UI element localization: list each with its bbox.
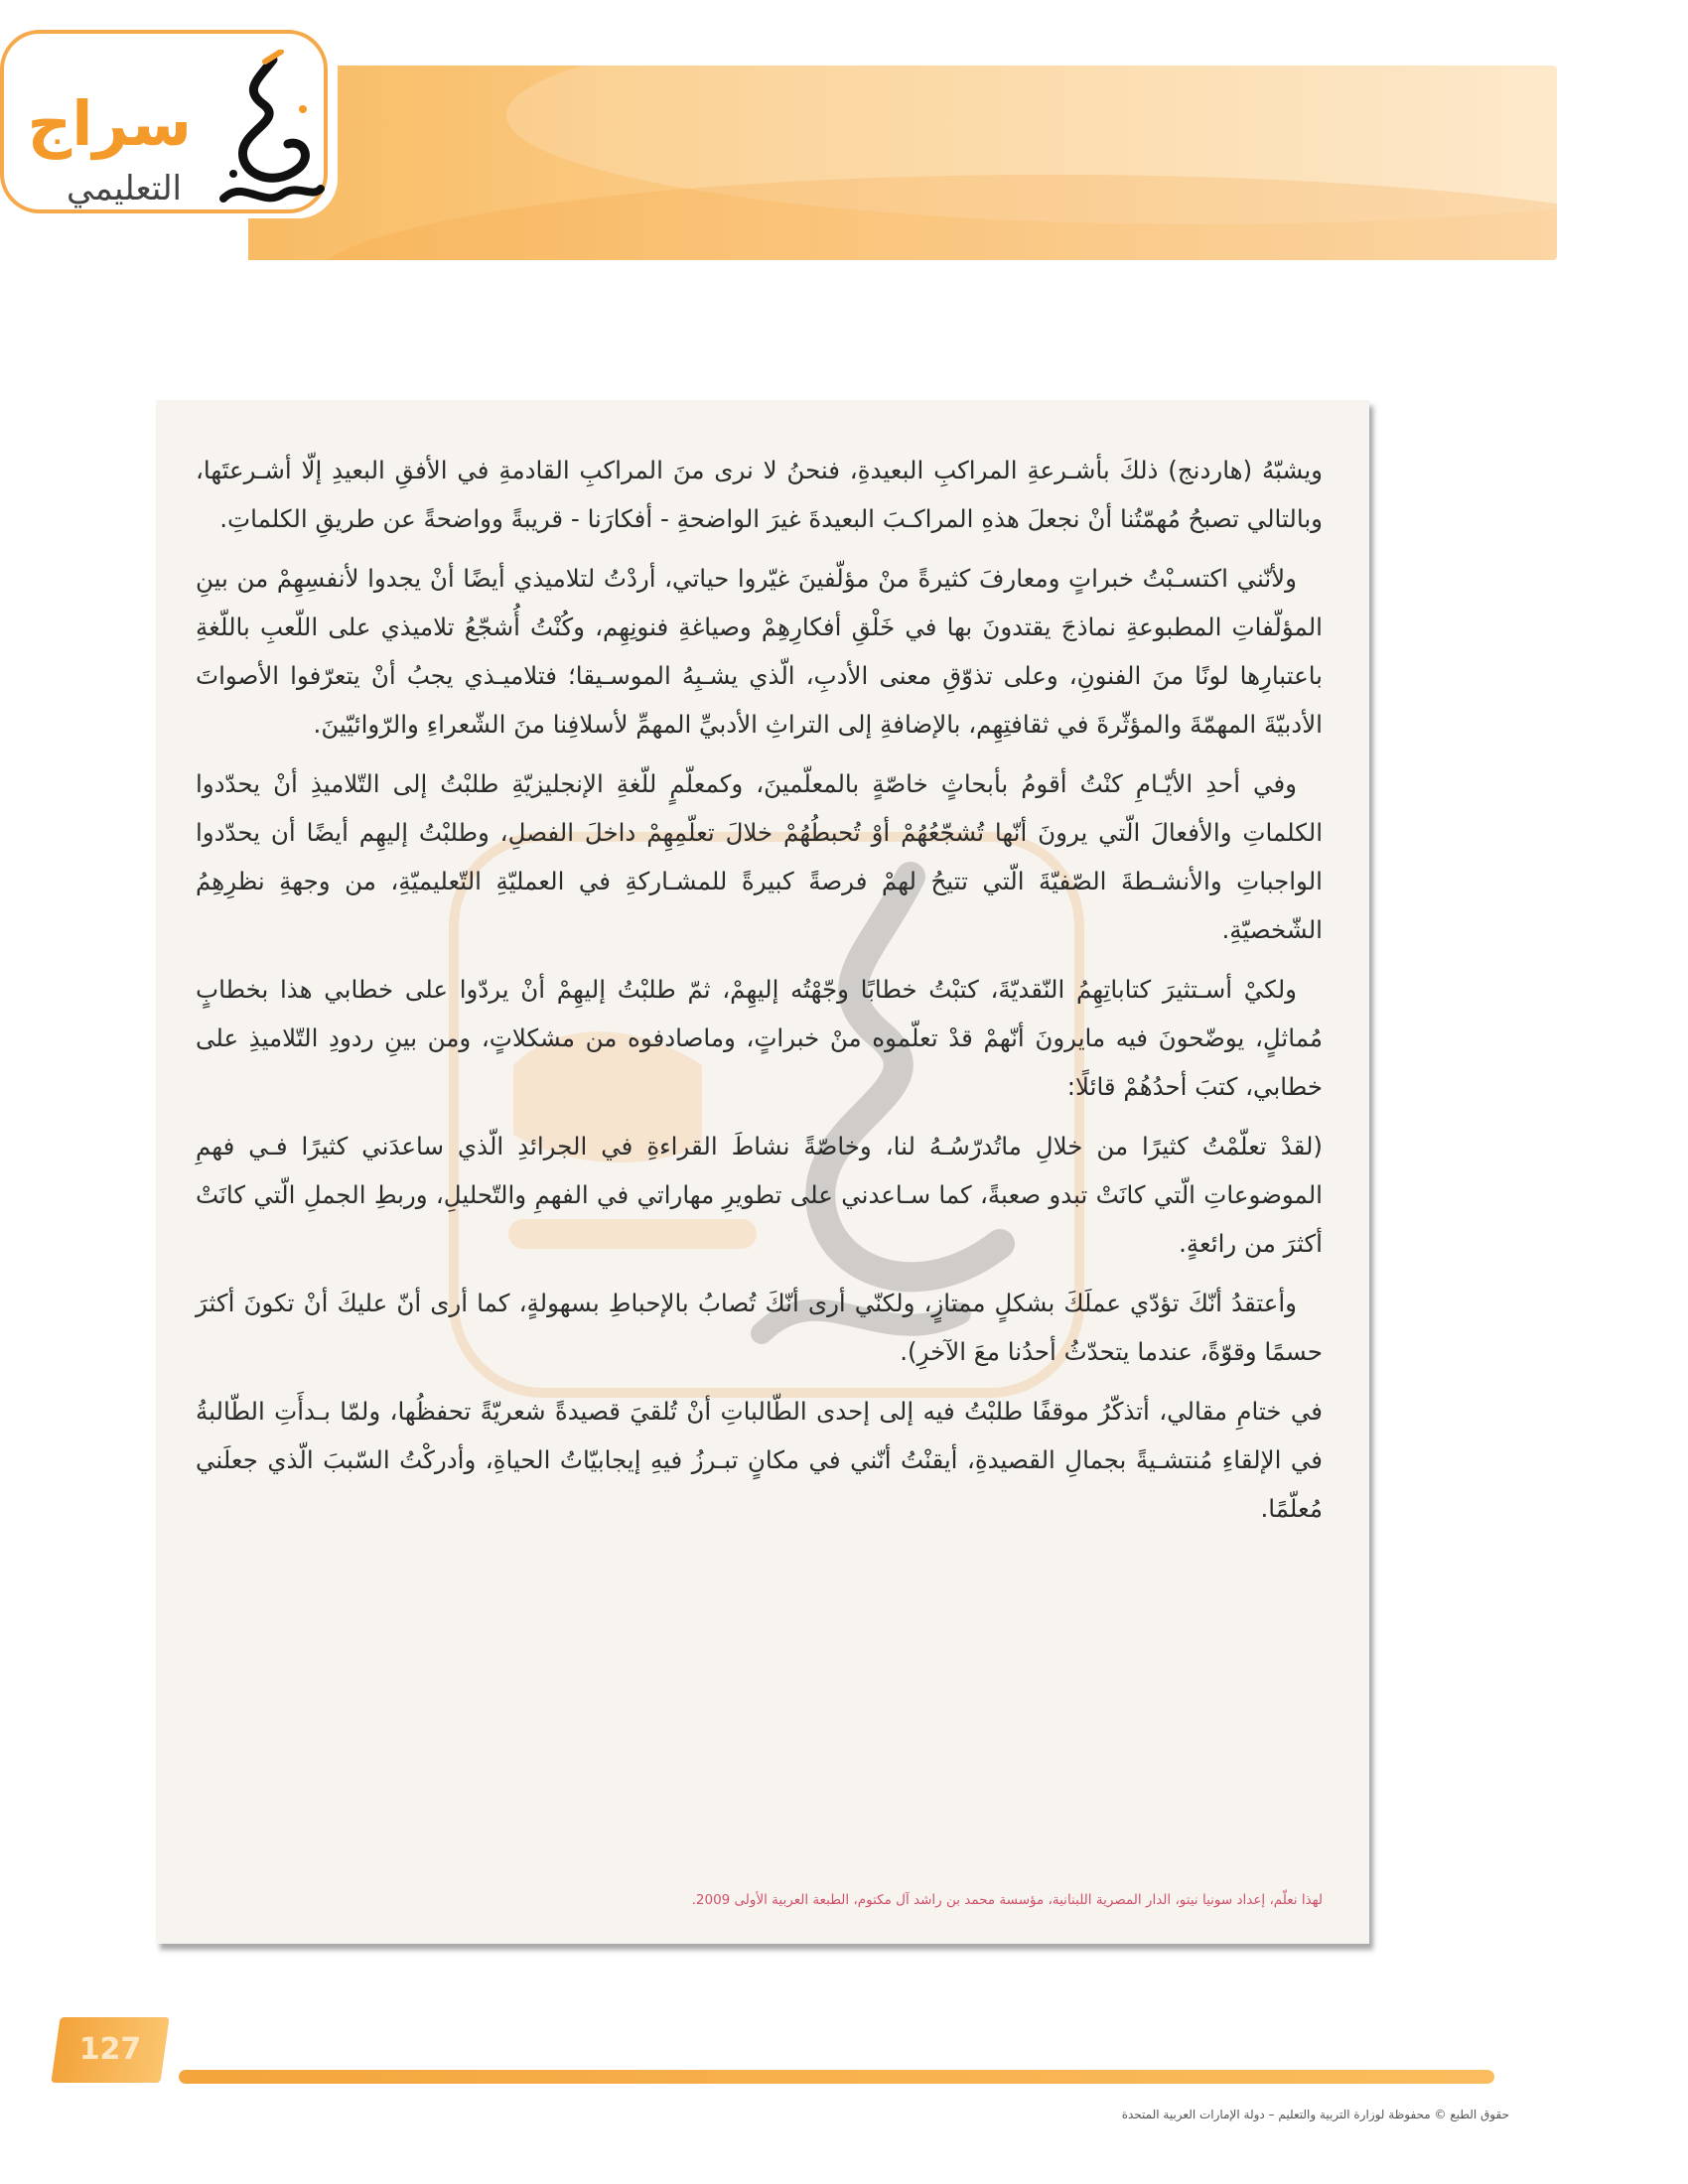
header-wave (308, 175, 1557, 260)
article-paragraph: ويشبّهُ (هاردنج) ذلكَ بأشـرعةِ المراكبِ البعيدةِ، فنحنُ لا نرى منَ المراكبِ القادمةِ في الأفقِ البعيدِ إلّا أشـرعتَها، وبالتالي تصبحُ مُهمّتُنا أنْ نجعلَ هذهِ المراكـبَ البعيدةَ غيرَ الواضحةِ - أفكارَنا - قريبةً وواضحةً عن طريقِ الكلماتِ. (196, 456, 1323, 533)
header-band (248, 66, 1557, 260)
logo-subtitle: التعليمي (67, 169, 182, 208)
article-paragraph: وأعتقدُ أنّكَ تؤدّي عملَكَ بشكلٍ ممتازٍ، ولكنّي أرى أنّكَ تُصابُ بالإحباطِ بسهولةٍ، كما أرى أنّ عليكَ أنْ تكونَ أكثرَ حسمًا وقوّةً، عندما يتحدّثُ أحدُنا معَ الآخرِ). (196, 1289, 1323, 1366)
article-body (196, 446, 1323, 1544)
page-number-badge (51, 2017, 169, 2083)
page-number: 127 (78, 2032, 142, 2067)
article-paragraph: ولأنّني اكتسـبْتُ خبراتٍ ومعارفَ كثيرةً منْ مؤلّفينَ غيّروا حياتي، أردْتُ لتلاميذي أيضًا أنْ يجدوا لأنفسِهِمْ من بينِ المؤلّفاتِ المطبوعةِ نماذجَ يقتدونَ بها في خَلْقِ أفكارِهِمْ وصياغةِ فنونِهِم، وكُنْتُ أُشجّعُ تلاميذي على اللّعبِ باللّغةِ باعتبارِها لونًا منَ الفنونِ، وعلى تذوّقِ معنى الأدبِ، الّذي يشـبِهُ الموسـيقا؛ فتلاميـذي يجبُ أنْ يتعرّفوا الأصواتَ الأدبيّةَ المهمّةَ والمؤثّرةَ في ثقافتِهِم، بالإضافةِ إلى التراثِ الأدبيِّ المهمِّ لأسلافِنا منَ الشّعراءِ والرّوائيّينَ. (196, 564, 1323, 739)
source-citation: لهذا نعلّم، إعداد سونيا نيتو، الدار المصرية اللبنانية، مؤسسة محمد بن راشد آل مكتوم، الطبعة العربية الأولى 2009. (691, 1892, 1323, 1908)
siraj-logo (0, 20, 338, 218)
article-paragraph: وفي أحدِ الأيّـامِ كنْتُ أقومُ بأبحاثٍ خاصّةٍ بالمعلّمينَ، وكمعلّمٍ للّغةِ الإنجليزيّةِ طلبْتُ إلى التّلاميذِ أنْ يحدّدوا الكلماتِ والأفعالَ الّتي يرونَ أنّها تُشجّعُهُمْ أوْ تُحبطُهُمْ خلالَ تعلّمِهِمْ داخلَ الفصلِ، وطلبْتُ إليهِم أيضًا أن يحدّدوا الواجباتِ والأنشـطةَ الصّفيّةَ الّتي تتيحُ لهمْ فرصةً كبيرةً للمشـاركةِ في العمليّةِ التّعليميّةِ، من وجهةِ نظرِهِمُ الشّخصيّةِ. (196, 769, 1323, 944)
copyright-notice: حقوق الطبع © محفوظة لوزارة التربية والتعليم – دولة الإمارات العربية المتحدة (1121, 2108, 1509, 2121)
article-paragraph: في ختامِ مقالي، أتذكّرُ موقفًا طلبْتُ فيه إلى إحدى الطّالباتِ أنْ تُلقيَ قصيدةً شعريّةً تحفظُها، ولمّا بـدأَتِ الطّالبةُ في الإلقاءِ مُنتشـيةً بجمالِ القصيدةِ، أيقنْتُ أنّني في مكانٍ تبـرزُ فيهِ إيجابيّاتُ الحياةِ، وأدركْتُ السّببَ الّذي جعلَني مُعلّمًا. (196, 1397, 1323, 1523)
logo-word: سراج (27, 87, 192, 160)
article-paragraph: (لقدْ تعلّمْتُ كثيرًا من خلالِ ماتُدرّسُـهُ لنا، وخاصّةً نشاطَ القراءةِ في الجرائدِ الّذي ساعدَني كثيرًا فـي فهمِ الموضوعاتِ الّتي كانَتْ تبدو صعبةً، كما سـاعدني على تطويرِ مهاراتي في الفهمِ والتّحليلِ، وربطِ الجملِ الّتي كانَتْ أكثرَ من رائعةٍ. (196, 1132, 1323, 1258)
siraj-calligraphy-logo-icon (204, 50, 328, 218)
footer-divider (179, 2070, 1494, 2084)
article-paragraph: ولكيْ أسـتثيرَ كتاباتِهِمُ النّقديّةَ، كتبْتُ خطابًا وجّهْتُه إليهِمْ، ثمّ طلبْتُ إليهِمْ أنْ يردّوا على خطابي هذا بخطابٍ مُماثلٍ، يوضّحونَ فيه مايرونَ أنّهمْ قدْ تعلّموه منْ خبراتٍ، وماصادفوه من مشكلاتٍ، ومن بينِ ردودِ التّلاميذِ على خطابي، كتبَ أحدُهُمْ قائلًا: (196, 975, 1323, 1101)
article-panel (156, 400, 1369, 1944)
